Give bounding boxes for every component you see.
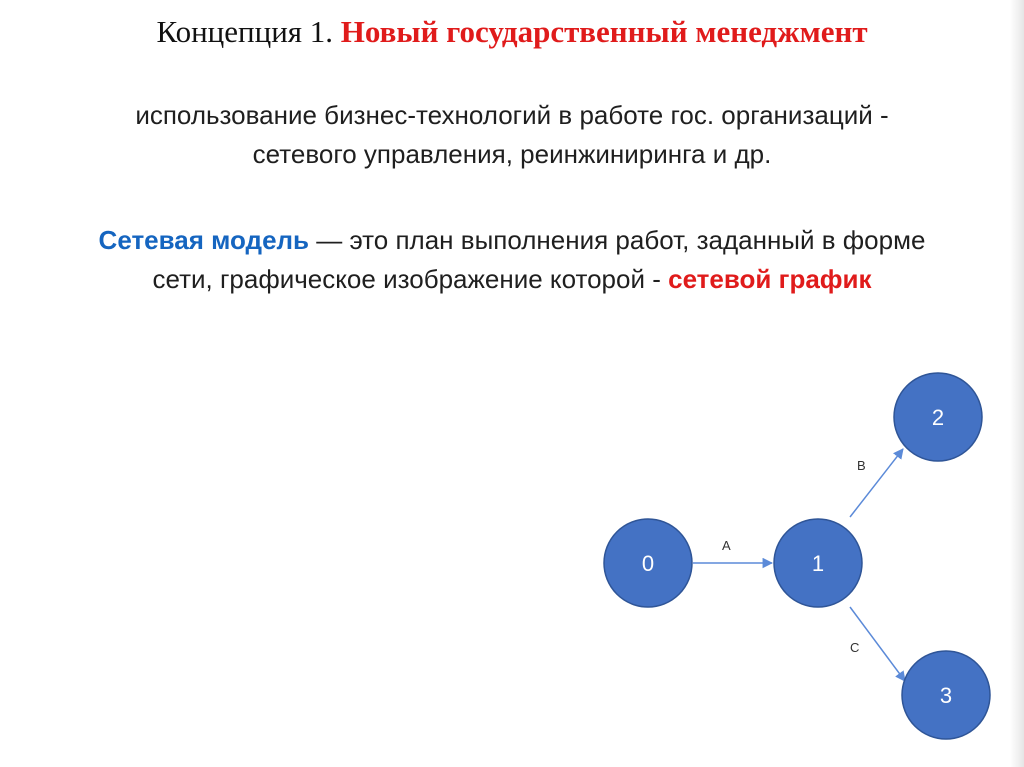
edge-label-c: C [850,640,860,655]
paragraph2-line1: — это план выполнения работ, заданный в форме [309,225,926,255]
node-2-label: 2 [931,405,945,430]
node-0-label: 0 [641,551,655,576]
node-1-label: 1 [811,551,825,576]
edge-label-a: A [722,538,731,553]
slide-edge-shadow [1010,0,1024,767]
paragraph1-line2: сетевого управления, реинжиниринга и др. [252,139,772,169]
term-network-model: Сетевая модель [98,225,310,255]
paragraph2-line2: сети, графическое изображение которой - [152,264,669,294]
paragraph1-line1: использование бизнес-технологий в работе гос. организаций - [135,100,889,130]
edge-label-b: B [857,458,866,473]
title-prefix: Концепция 1. [156,14,341,49]
node-3-label: 3 [939,683,953,708]
title-highlight: Новый государственный менеджмент [340,14,868,49]
term-network-graph: сетевой график [668,264,872,294]
